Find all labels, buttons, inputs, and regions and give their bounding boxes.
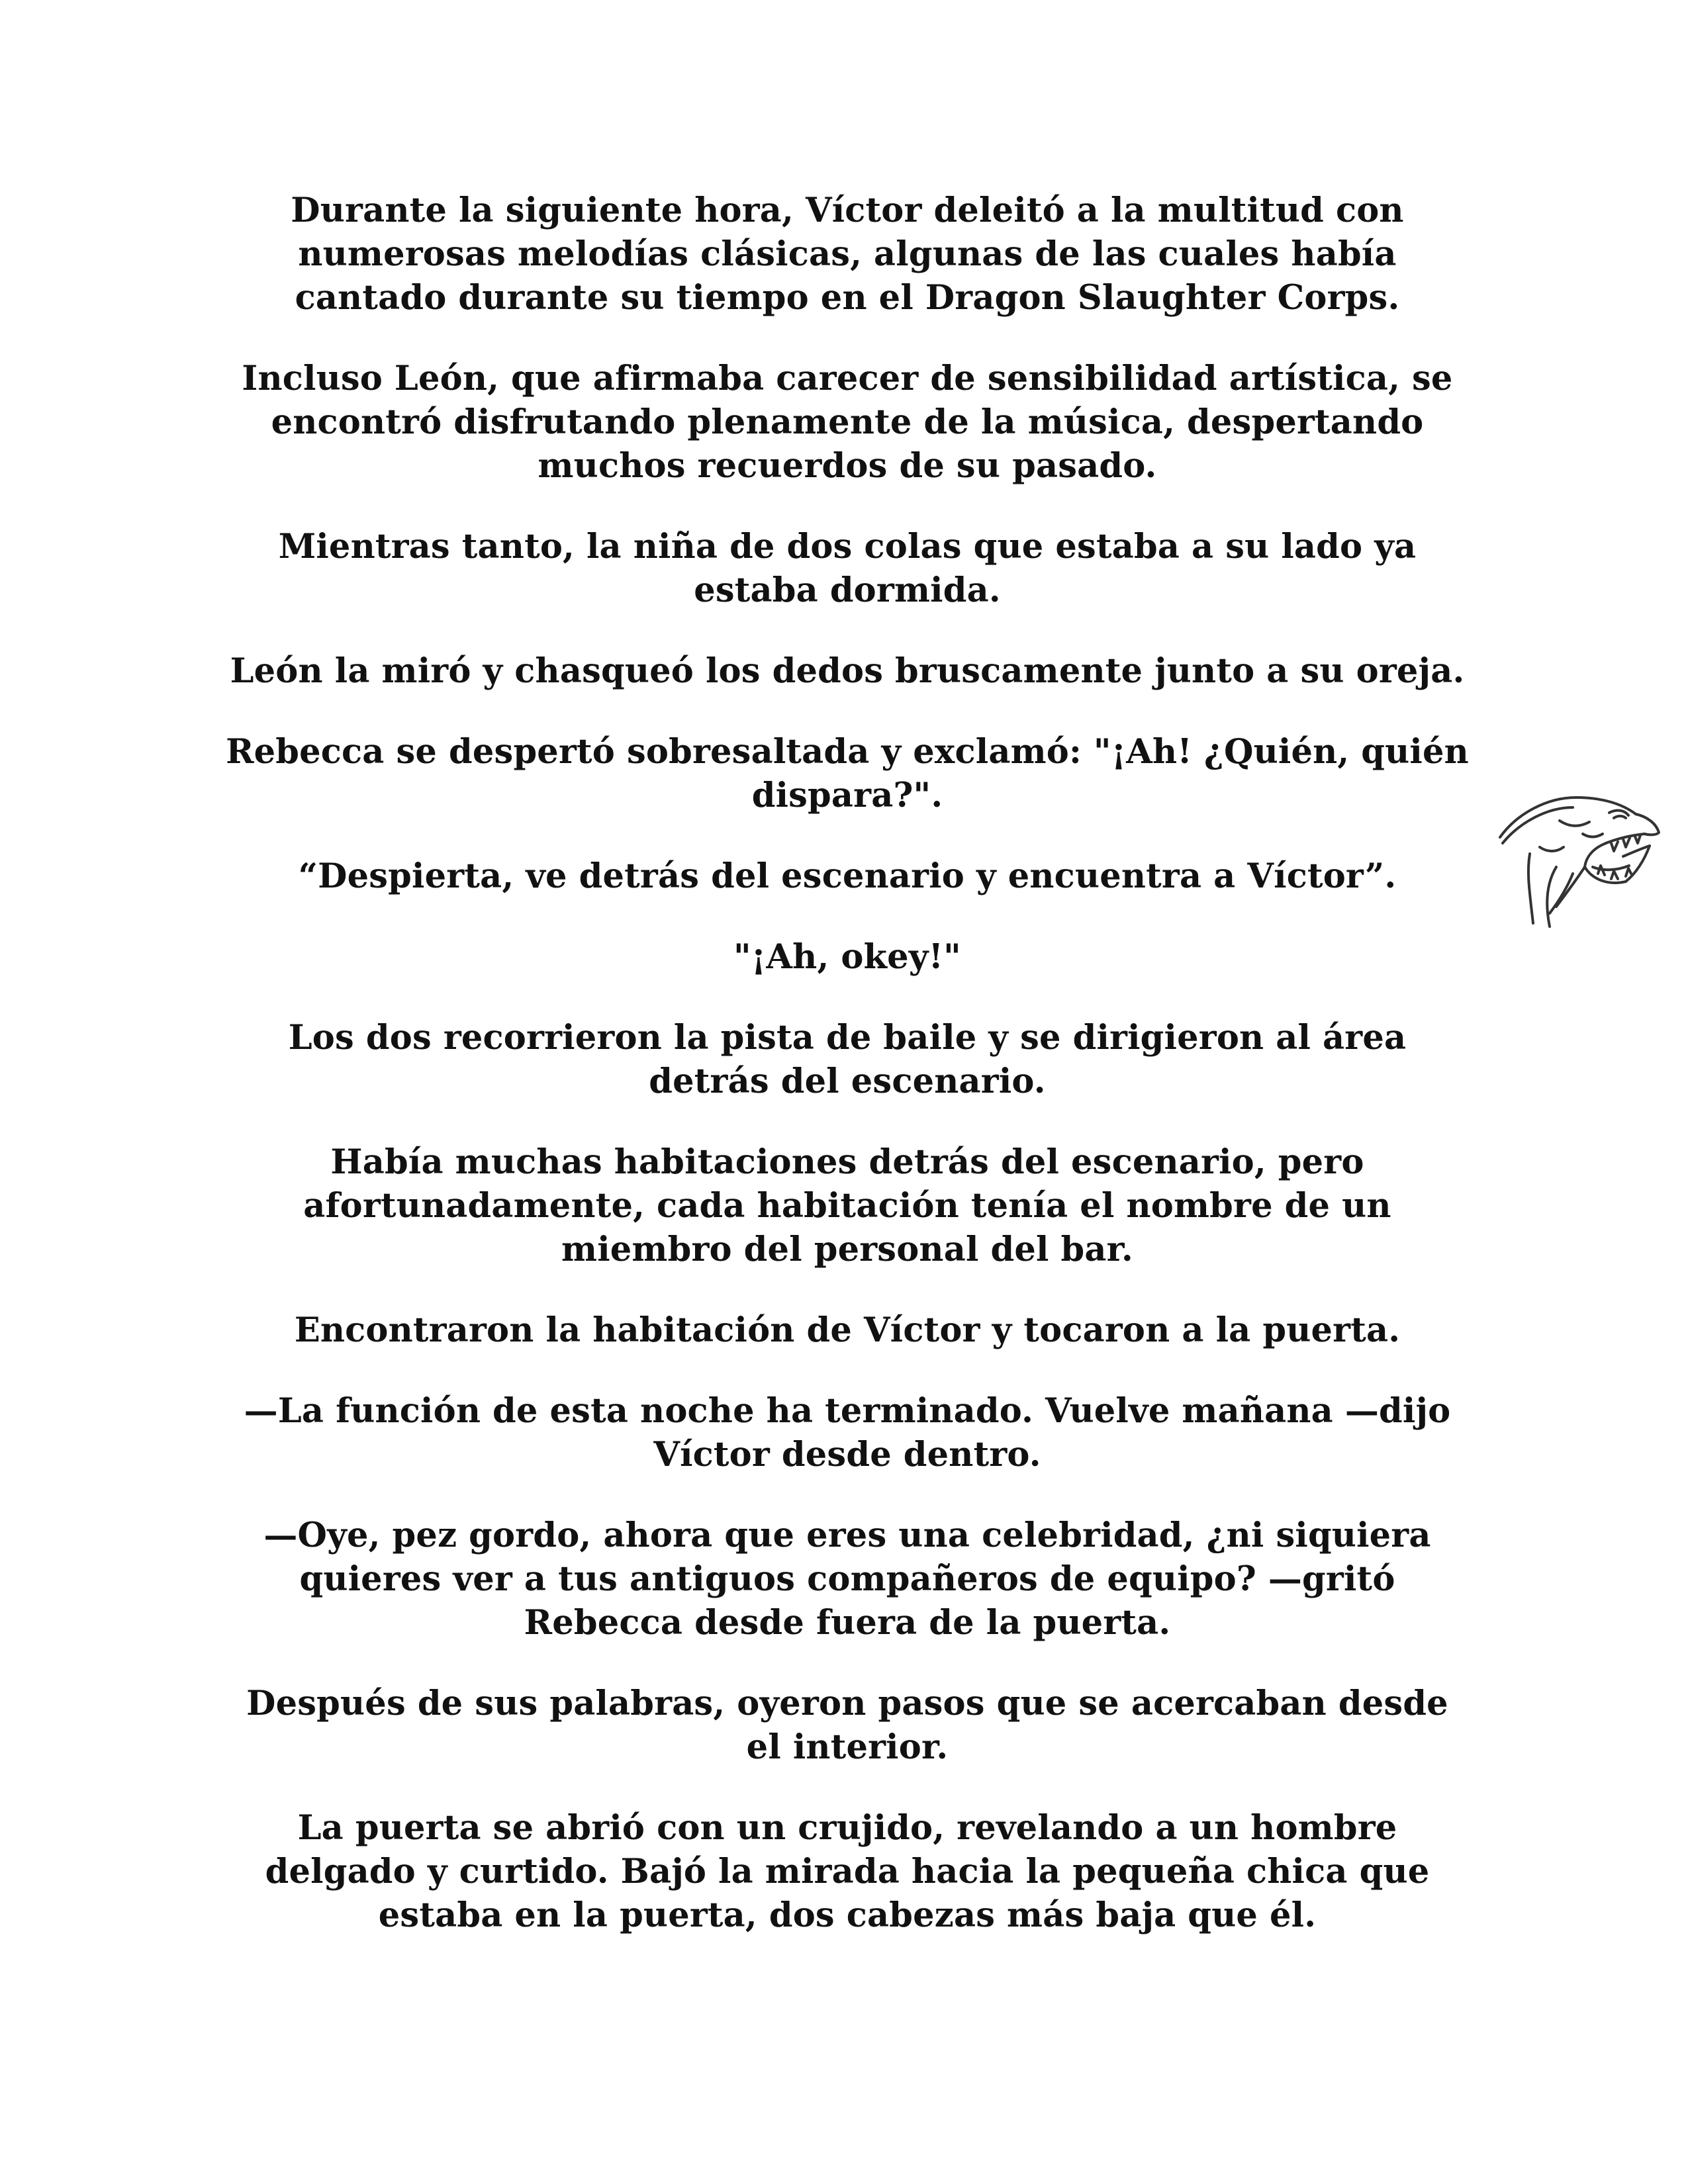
paragraph: Rebecca se despertó sobresaltada y exclamó: "¡Ah! ¿Quién, quién dispara?". [226, 732, 1469, 815]
paragraph: La puerta se abrió con un crujido, revelando a un hombre delgado y curtido. Bajó la mirada hacia la pequeña chica que estaba en la puerta, dos cabezas más baja que él. [265, 1808, 1430, 1935]
paragraph: Encontraron la habitación de Víctor y tocaron a la puerta. [294, 1310, 1401, 1350]
paragraph: Incluso León, que afirmaba carecer de sensibilidad artística, se encontró disfrutando plenamente de la música, despertando muchos recuerdos de su pasado. [242, 359, 1453, 486]
paragraph: “Despierta, ve detrás del escenario y encuentra a Víctor”. [298, 856, 1397, 896]
paragraph: —La función de esta noche ha terminado. Vuelve mañana —dijo Víctor desde dentro. [244, 1391, 1451, 1475]
paragraph: Los dos recorrieron la pista de baile y se dirigieron al área detrás del escenario. [288, 1018, 1407, 1101]
paragraph: Durante la siguiente hora, Víctor deleitó a la multitud con numerosas melodías clásicas, algunas de las cuales había cantado durante su tiempo en el Dragon Slaughter Corps. [291, 191, 1404, 318]
paragraph: Después de sus palabras, oyeron pasos que se acercaban desde el interior. [246, 1684, 1448, 1767]
paragraph: Había muchas habitaciones detrás del escenario, pero afortunadamente, cada habitación tenía el nombre de un miembro del personal del bar. [303, 1142, 1391, 1269]
paragraph: Mientras tanto, la niña de dos colas que estaba a su lado ya estaba dormida. [278, 527, 1417, 610]
paragraph: "¡Ah, okey!" [733, 937, 961, 977]
story-text [225, 189, 1470, 1974]
dinosaur-head-icon [1493, 774, 1665, 933]
paragraph: —Oye, pez gordo, ahora que eres una celebridad, ¿ni siquiera quieres ver a tus antiguos compañeros de equipo? —gritó Rebecca desde fuera de la puerta. [263, 1516, 1431, 1643]
paragraph: León la miró y chasqueó los dedos bruscamente junto a su oreja. [230, 651, 1465, 691]
